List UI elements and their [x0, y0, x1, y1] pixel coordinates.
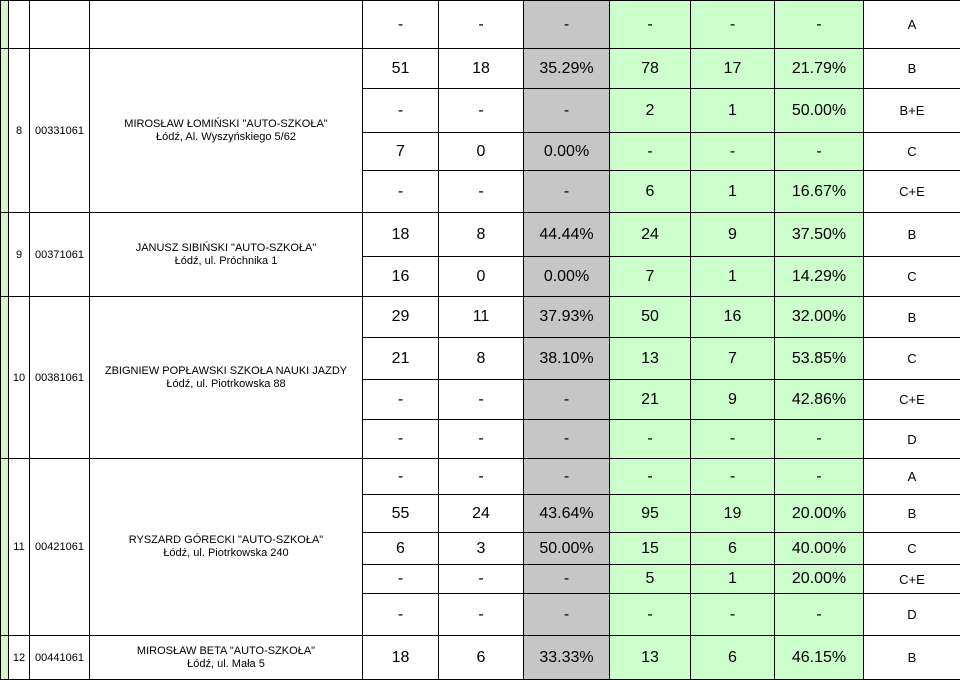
school-name-cell: [90, 459, 363, 636]
percent-first: -: [524, 594, 610, 636]
table-row: [1, 213, 960, 257]
license-category: B: [864, 636, 960, 680]
passed-total: 16: [691, 297, 775, 338]
percent-first: 43.64%: [524, 495, 610, 533]
table-row: [1, 49, 960, 89]
passed-total: 1: [691, 89, 775, 133]
table-row: [1, 636, 960, 680]
license-category: D: [864, 420, 960, 459]
school-name: MIROSŁAW BETA "AUTO-SZKOŁA": [90, 645, 362, 658]
candidates-total: -: [610, 1, 691, 49]
percent-first: 37.93%: [524, 297, 610, 338]
passed-first: 11: [439, 297, 524, 338]
row-marker-bar: [1, 636, 9, 680]
passed-first: -: [439, 1, 524, 49]
percent-first: 50.00%: [524, 533, 610, 565]
school-name-cell: [90, 213, 363, 297]
candidates-first: 18: [363, 213, 439, 257]
school-code: 00331061: [30, 49, 90, 213]
school-code: [30, 1, 90, 49]
school-name: MIROSŁAW ŁOMIŃSKI "AUTO-SZKOŁA": [90, 118, 362, 131]
school-number: [9, 1, 30, 49]
row-marker-bar: [1, 1, 9, 49]
percent-total: -: [775, 594, 864, 636]
school-address: Łódź, ul. Próchnika 1: [90, 255, 362, 268]
passed-total: 6: [691, 636, 775, 680]
percent-total: 50.00%: [775, 89, 864, 133]
candidates-first: -: [363, 594, 439, 636]
school-name: ZBIGNIEW POPŁAWSKI SZKOŁA NAUKI JAZDY: [90, 365, 362, 378]
percent-total: 42.86%: [775, 380, 864, 420]
license-category: C+E: [864, 380, 960, 420]
percent-first: 33.33%: [524, 636, 610, 680]
candidates-first: 29: [363, 297, 439, 338]
license-category: B: [864, 49, 960, 89]
passed-total: -: [691, 594, 775, 636]
passed-first: 18: [439, 49, 524, 89]
school-address: Łódź, ul. Mała 5: [90, 658, 362, 671]
passed-total: -: [691, 420, 775, 459]
license-category: C: [864, 257, 960, 297]
candidates-first: -: [363, 89, 439, 133]
passed-total: -: [691, 133, 775, 171]
passed-total: 9: [691, 380, 775, 420]
passed-total: 6: [691, 533, 775, 565]
candidates-first: -: [363, 565, 439, 594]
percent-first: 0.00%: [524, 133, 610, 171]
row-marker-bar: [1, 49, 9, 213]
passed-total: 1: [691, 257, 775, 297]
candidates-total: 13: [610, 636, 691, 680]
passed-first: 24: [439, 495, 524, 533]
percent-first: -: [524, 1, 610, 49]
passed-first: -: [439, 89, 524, 133]
candidates-total: 7: [610, 257, 691, 297]
candidates-total: -: [610, 133, 691, 171]
school-name: RYSZARD GÓRECKI "AUTO-SZKOŁA": [90, 534, 362, 547]
candidates-total: 21: [610, 380, 691, 420]
passed-first: 8: [439, 338, 524, 380]
passed-first: -: [439, 565, 524, 594]
candidates-first: -: [363, 420, 439, 459]
passed-first: -: [439, 380, 524, 420]
candidates-first: 55: [363, 495, 439, 533]
passed-first: -: [439, 420, 524, 459]
candidates-first: 16: [363, 257, 439, 297]
passed-total: -: [691, 1, 775, 49]
license-category: B: [864, 213, 960, 257]
percent-first: -: [524, 565, 610, 594]
license-category: D: [864, 594, 960, 636]
candidates-total: 78: [610, 49, 691, 89]
passed-total: 17: [691, 49, 775, 89]
candidates-total: 15: [610, 533, 691, 565]
percent-first: -: [524, 459, 610, 495]
passed-total: 1: [691, 171, 775, 213]
candidates-first: -: [363, 459, 439, 495]
passed-total: -: [691, 459, 775, 495]
candidates-first: 18: [363, 636, 439, 680]
candidates-total: -: [610, 420, 691, 459]
passed-first: -: [439, 459, 524, 495]
school-name-cell: [90, 49, 363, 213]
candidates-total: -: [610, 459, 691, 495]
passed-first: 0: [439, 257, 524, 297]
school-number: 12: [9, 636, 30, 680]
school-code: 00421061: [30, 459, 90, 636]
school-number: 8: [9, 49, 30, 213]
license-category: B: [864, 495, 960, 533]
school-code: 00441061: [30, 636, 90, 680]
school-name-cell: [90, 636, 363, 680]
passed-first: 3: [439, 533, 524, 565]
license-category: B+E: [864, 89, 960, 133]
percent-total: 20.00%: [775, 495, 864, 533]
passed-first: 0: [439, 133, 524, 171]
table-row: [1, 1, 960, 49]
candidates-first: 51: [363, 49, 439, 89]
percent-first: -: [524, 171, 610, 213]
candidates-total: 6: [610, 171, 691, 213]
school-address: Łódź, Al. Wyszyńskiego 5/62: [90, 131, 362, 144]
passed-first: -: [439, 171, 524, 213]
candidates-first: -: [363, 380, 439, 420]
school-address: Łódź, ul. Piotrkowska 240: [90, 547, 362, 560]
row-marker-bar: [1, 297, 9, 459]
school-number: 10: [9, 297, 30, 459]
percent-total: 46.15%: [775, 636, 864, 680]
license-category: B: [864, 297, 960, 338]
percent-first: -: [524, 89, 610, 133]
school-code: 00381061: [30, 297, 90, 459]
percent-total: -: [775, 459, 864, 495]
table-row: [1, 459, 960, 495]
candidates-total: 5: [610, 565, 691, 594]
percent-first: -: [524, 420, 610, 459]
school-address: Łódź, ul. Piotrkowska 88: [90, 378, 362, 391]
school-number: 9: [9, 213, 30, 297]
percent-total: 53.85%: [775, 338, 864, 380]
license-category: C+E: [864, 565, 960, 594]
candidates-first: -: [363, 1, 439, 49]
row-marker-bar: [1, 213, 9, 297]
percent-first: 44.44%: [524, 213, 610, 257]
school-name-cell: [90, 1, 363, 49]
percent-total: -: [775, 420, 864, 459]
candidates-total: 13: [610, 338, 691, 380]
candidates-first: 6: [363, 533, 439, 565]
percent-total: 14.29%: [775, 257, 864, 297]
passed-total: 1: [691, 565, 775, 594]
passed-first: 6: [439, 636, 524, 680]
percent-first: 0.00%: [524, 257, 610, 297]
passed-total: 7: [691, 338, 775, 380]
percent-total: -: [775, 1, 864, 49]
candidates-first: -: [363, 171, 439, 213]
percent-total: 37.50%: [775, 213, 864, 257]
percent-first: -: [524, 380, 610, 420]
candidates-first: 21: [363, 338, 439, 380]
school-name: JANUSZ SIBIŃSKI "AUTO-SZKOŁA": [90, 242, 362, 255]
row-marker-bar: [1, 459, 9, 636]
candidates-first: 7: [363, 133, 439, 171]
candidates-total: 24: [610, 213, 691, 257]
candidates-total: 50: [610, 297, 691, 338]
license-category: C: [864, 133, 960, 171]
results-body: [1, 1, 960, 680]
percent-total: 20.00%: [775, 565, 864, 594]
candidates-total: 95: [610, 495, 691, 533]
percent-first: 38.10%: [524, 338, 610, 380]
candidates-total: 2: [610, 89, 691, 133]
passed-first: -: [439, 594, 524, 636]
percent-total: -: [775, 133, 864, 171]
passed-total: 9: [691, 213, 775, 257]
license-category: C: [864, 533, 960, 565]
percent-first: 35.29%: [524, 49, 610, 89]
table-row: [1, 297, 960, 338]
school-code: 00371061: [30, 213, 90, 297]
percent-total: 32.00%: [775, 297, 864, 338]
candidates-total: -: [610, 594, 691, 636]
license-category: A: [864, 1, 960, 49]
license-category: A: [864, 459, 960, 495]
percent-total: 21.79%: [775, 49, 864, 89]
passed-total: 19: [691, 495, 775, 533]
school-name-cell: [90, 297, 363, 459]
school-number: 11: [9, 459, 30, 636]
license-category: C: [864, 338, 960, 380]
percent-total: 40.00%: [775, 533, 864, 565]
license-category: C+E: [864, 171, 960, 213]
passed-first: 8: [439, 213, 524, 257]
percent-total: 16.67%: [775, 171, 864, 213]
